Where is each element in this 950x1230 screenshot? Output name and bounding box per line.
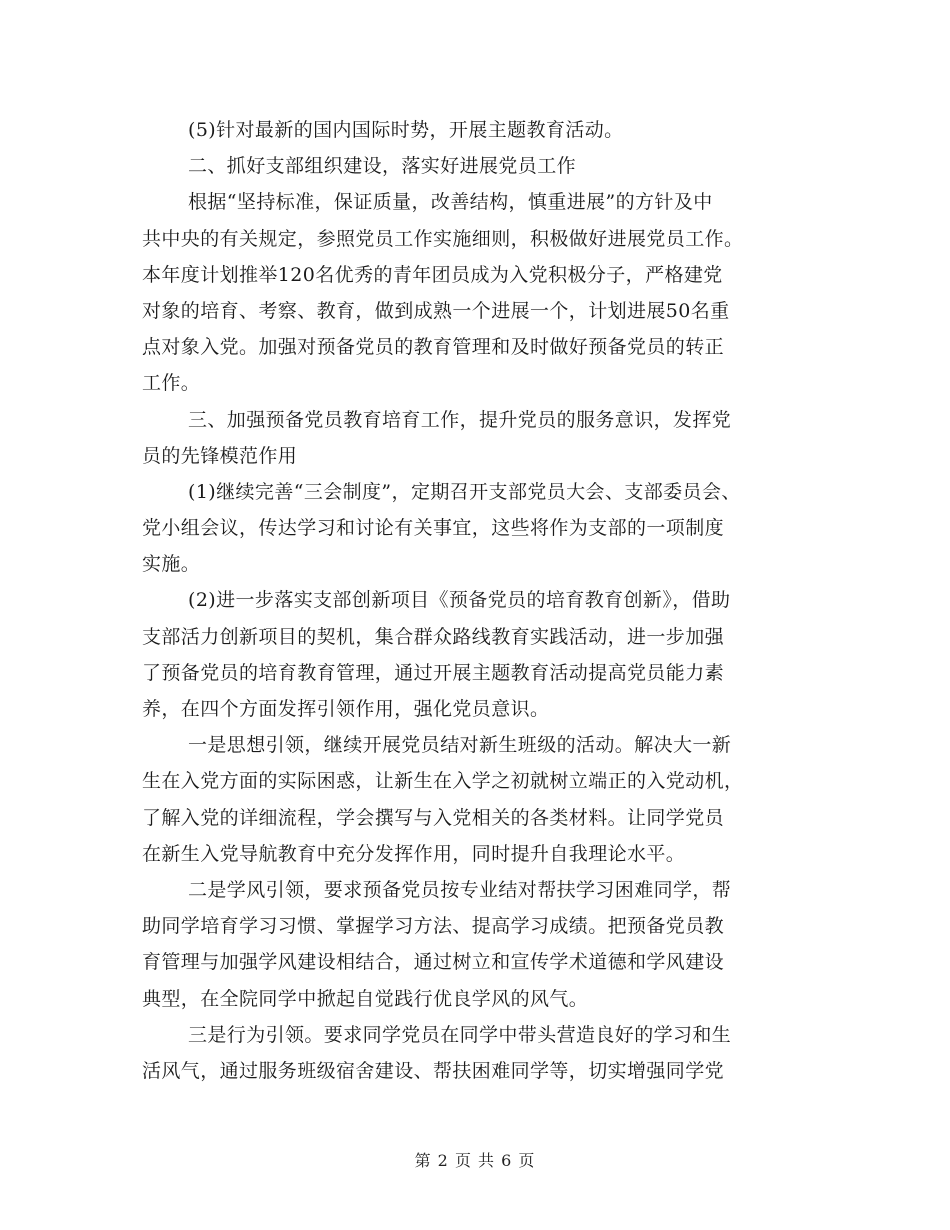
text-line: 本年度计划推举120名优秀的青年团员成为入党积极分子，严格建党 (142, 263, 723, 286)
page-number-footer: 第 2 页 共 6 页 (414, 1151, 536, 1170)
text-line: 对象的培育、考察、教育，做到成熟一个进展一个，计划进展50名重 (142, 299, 730, 322)
text-line: 三是行为引领。要求同学党员在同学中带头营造良好的学习和生 (188, 1023, 732, 1046)
text-line: 助同学培育学习习惯、掌握学习方法、提高学习成绩。把预备党员教 (142, 915, 725, 938)
text-line: 了预备党员的培育教育管理，通过开展主题教育活动提高党员能力素 (142, 661, 725, 684)
text-line: 二、抓好支部组织建设，落实好进展党员工作 (188, 155, 577, 178)
text-line: 活风气，通过服务班级宿舍建设、帮扶困难同学等，切实增强同学党 (142, 1059, 725, 1082)
text-line: 典型，在全院同学中掀起自觉践行优良学风的风气。 (142, 987, 589, 1010)
text-line: 三、加强预备党员教育培育工作，提升党员的服务意识，发挥党 (188, 408, 732, 431)
text-line: (2)进一步落实支部创新项目《预备党员的培育教育创新》，借助 (188, 589, 731, 612)
text-line: 支部活力创新项目的契机，集合群众路线教育实践活动，进一步加强 (142, 625, 725, 648)
text-line: 养，在四个方面发挥引领作用，强化党员意识。 (142, 698, 550, 720)
text-line: 点对象入党。加强对预备党员的教育管理和及时做好预备党员的转正 (142, 336, 725, 359)
text-line: (1)继续完善“三会制度”，定期召开支部党员大会、支部委员会、 (188, 480, 741, 503)
text-line: 生在入党方面的实际困惑，让新生在入学之初就树立端正的入党动机， (142, 770, 744, 793)
text-line: 了解入党的详细流程，学会撰写与入党相关的各类材料。让同学党员 (142, 806, 725, 829)
text-line: (5)针对最新的国内国际时势，开展主题教育活动。 (188, 119, 624, 141)
text-line: 育管理与加强学风建设相结合，通过树立和宣传学术道德和学风建设 (142, 951, 725, 974)
text-line: 实施。 (142, 553, 201, 576)
text-line: 共中央的有关规定，参照党员工作实施细则，积极做好进展党员工作。 (142, 227, 744, 250)
text-line: 党小组会议，传达学习和讨论有关事宜，这些将作为支部的一项制度 (142, 517, 725, 540)
text-line: 在新生入党导航教育中充分发挥作用，同时提升自我理论水平。 (142, 842, 686, 865)
document-body (142, 112, 812, 1089)
text-line: 一是思想引领，继续开展党员结对新生班级的活动。解决大一新 (188, 734, 732, 757)
text-line: 工作。 (142, 372, 201, 395)
text-line: 员的先锋模范作用 (142, 444, 298, 467)
text-line: 根据“坚持标准，保证质量，改善结构，慎重进展”的方针及中 (188, 191, 713, 214)
text-line: 二是学风引领，要求预备党员按专业结对帮扶学习困难同学，帮 (188, 878, 732, 901)
